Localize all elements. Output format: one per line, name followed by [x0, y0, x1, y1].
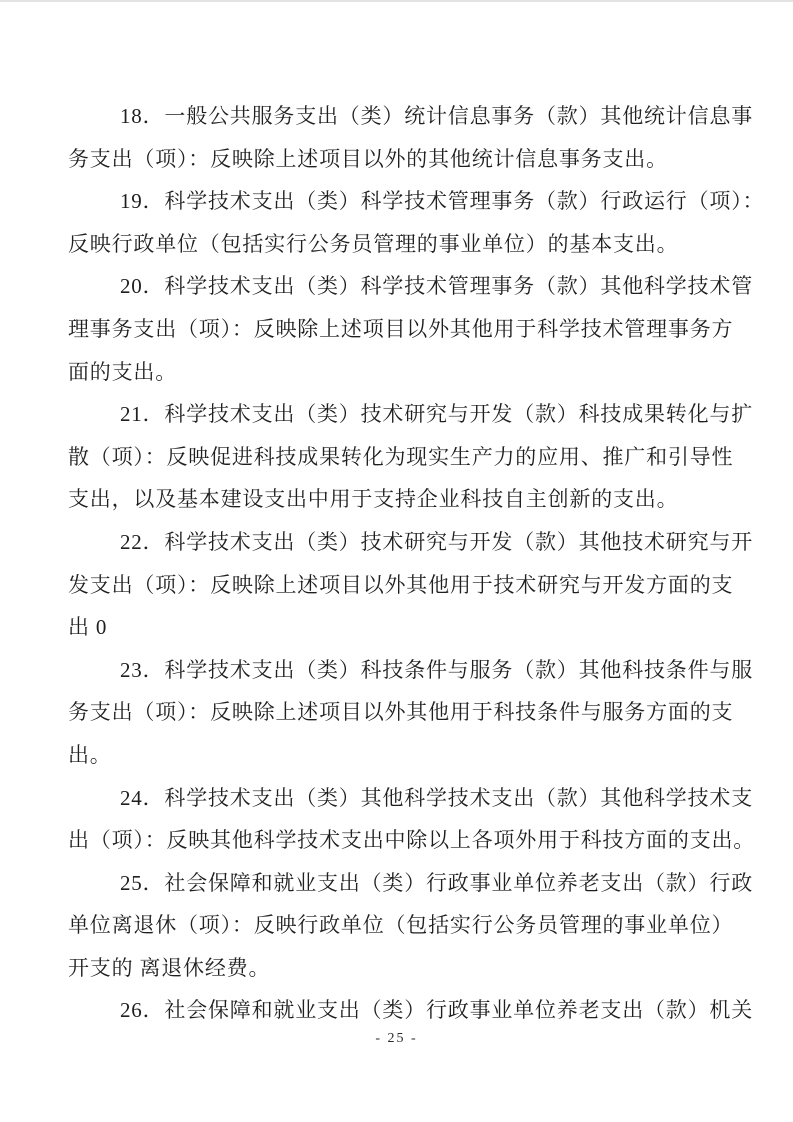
scan-edge-artifact	[0, 0, 793, 2]
item-text-line: 务支出（项）：反映除上述项目以外的其他统计信息事务支出。	[68, 146, 668, 171]
budget-item-20	[68, 265, 753, 393]
item-text-line: 22．科学技术支出（类）技术研究与开发（款）其他技术研究与开	[120, 529, 753, 554]
item-text-line: 单位离退休（项）：反映行政单位（包括实行公务员管理的事业单位）	[68, 913, 734, 938]
item-text-line: 26．社会保障和就业支出（类）行政事业单位养老支出（款）机关	[120, 998, 753, 1023]
document-body	[68, 95, 765, 1032]
budget-item-21	[68, 393, 753, 521]
item-text-line: 出。	[68, 742, 112, 767]
item-text-line: 24．科学技术支出（类）其他科学技术支出（款）其他科学技术支	[120, 785, 753, 810]
item-text-line: 18．一般公共服务支出（类）统计信息事务（款）其他统计信息事	[120, 104, 753, 128]
page-number: - 25 -	[375, 1031, 418, 1046]
budget-item-23	[68, 649, 753, 777]
item-text-line: 出（项）：反映其他科学技术支出中除以上各项外用于科技方面的支出。	[68, 828, 756, 853]
item-text-line: 25．社会保障和就业支出（类）行政事业单位养老支出（款）行政	[120, 870, 753, 895]
item-text-line: 发支出（项）：反映除上述项目以外其他用于技术研究与开发方面的支	[68, 572, 734, 597]
budget-item-24	[68, 777, 756, 862]
item-text-line: 20．科学技术支出（类）科学技术管理事务（款）其他科学技术管	[120, 274, 753, 299]
item-text-line: 21．科学技术支出（类）技术研究与开发（款）科技成果转化与扩	[120, 402, 753, 427]
budget-item-19	[68, 180, 765, 265]
item-text-line: 19．科学技术支出（类）科学技术管理事务（款）行政运行（项）：	[120, 189, 765, 214]
budget-item-25	[68, 862, 753, 990]
item-text-line: 支出，以及基本建设支出中用于支持企业科技自主创新的支出。	[68, 487, 679, 512]
item-text-line: 理事务支出（项）：反映除上述项目以外其他用于科学技术管理事务方	[68, 316, 734, 341]
budget-item-18	[68, 95, 753, 180]
budget-item-26	[68, 989, 753, 1032]
item-text-line: 务支出（项）：反映除上述项目以外其他用于科技条件与服务方面的支	[68, 700, 734, 725]
item-text-line: 面的支出。	[68, 359, 177, 384]
item-text-line: 反映行政单位（包括实行公务员管理的事业单位）的基本支出。	[68, 231, 679, 256]
item-text-line: 开支的 离退休经费。	[68, 955, 271, 980]
item-text-line: 出 0	[68, 615, 108, 640]
budget-item-22	[68, 521, 753, 649]
item-text-line: 23．科学技术支出（类）科技条件与服务（款）其他科技条件与服	[120, 657, 753, 682]
item-text-line: 散（项）：反映促进科技成果转化为现实生产力的应用、推广和引导性	[68, 444, 734, 469]
